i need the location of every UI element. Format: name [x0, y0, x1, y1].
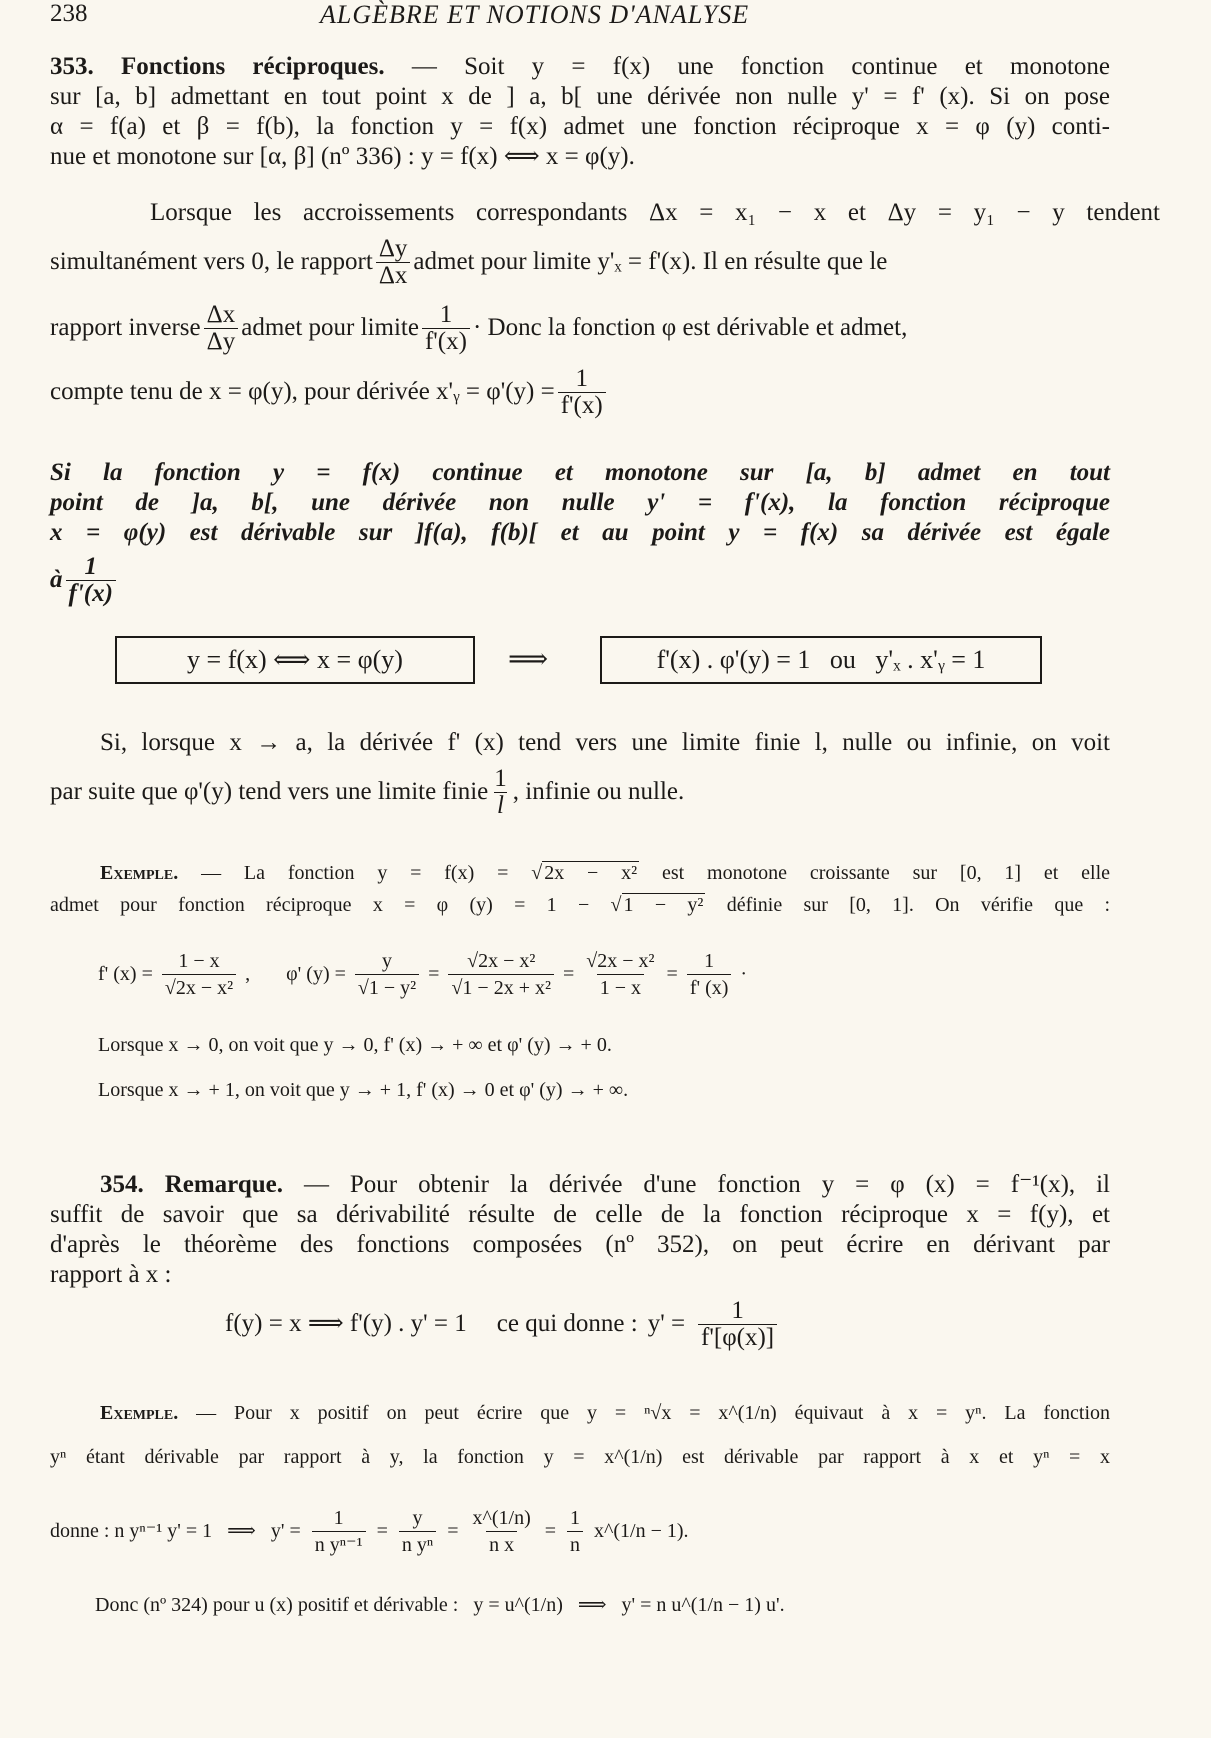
s353-line-3: α = f(a) et β = f(b), la fonction y = f(x) admet une fonction réciproque x = φ (y) conti-: [50, 113, 1110, 140]
example1-derivatives: f' (x) = $\frac{1 - x}{\text{√2x − x²}}$ , φ' (y) = $\frac{y}{\text{√1 − y²}}$ = $\frac{\text{√2x − x²}}{\text{√1 − 2x + x²}}$ = $\frac{\text{√2x − x²}}{1 - x}$ = $\frac{1}{f' (x)}$ ·: [98, 949, 748, 999]
limits-line-2: par suite que φ'(y) tend vers une limite finie $\frac{1}{l}$ , infinie ou nulle.: [50, 764, 685, 819]
s353-line-2: sur [a, b] admettant en tout point x de ] a, b[ une dérivée non nulle y' = f' (x). Si on pose: [50, 83, 1110, 110]
example1-line-2: admet pour fonction réciproque x = φ (y) = 1 − √ 1 − y² définie sur [0, 1]. On vérifie que :: [50, 894, 1111, 916]
example1-limit-2: Lorsque x → + 1, on voit que y → + 1, f' (x) → 0 et φ' (y) → + ∞.: [98, 1079, 629, 1101]
fraction-dx-dy: $\frac{\Delta x}{\Delta y}$: [204, 302, 239, 355]
s353-line-7: rapport inverse $\frac{\Delta x}{\Delta y}$ admet pour limite $\frac{1}{f'(x)}$ · Donc la fonction φ est dérivable et admet,: [50, 300, 908, 355]
s353-line-5: Lorsque les accroissements correspondants Δx = x₁ − x et Δy = y₁ − y tendent: [150, 199, 1160, 226]
s354-line-1: 354. Remarque. — Pour obtenir la dérivée d'une fonction y = φ (x) = f⁻¹(x), il: [100, 1171, 1110, 1198]
fraction-one-over-l: $\frac{1}{l}$: [494, 764, 507, 819]
theorem-line-3: x = φ(y) est dérivable sur ]f(a), f(b)[ et au point y = f(x) sa dérivée est égale: [50, 519, 1110, 546]
s354-line-2: suffit de savoir que sa dérivabilité résulte de celle de la fonction réciproque x = f(y), et: [50, 1201, 1110, 1228]
box-implies-arrow: ⟹: [508, 644, 549, 675]
fraction-one-over-fprime: $\frac{1}{f'(x)}$: [422, 302, 470, 355]
example2-derivation: donne : n yⁿ⁻¹ y' = 1 ⟹ y' = $\frac{1}{\text{n yⁿ⁻¹}}$ = $\frac{y}{\text{n yⁿ}}$ = $\frac{x\^{}(1/n)}{\text{n x}}$ = $\frac{1}{n}$ x^(1/n − 1).: [50, 1506, 689, 1556]
s354-line-4: rapport à x :: [50, 1261, 172, 1288]
limits-line-1: Si, lorsque x → a, la dérivée f' (x) tend vers une limite finie l, nulle ou infinie, on voit: [100, 729, 1110, 756]
fraction-derivative: $\frac{1}{f'(x)}$: [558, 366, 606, 419]
s354-line-3: d'après le théorème des fonctions composées (nº 352), on peut écrire en dérivant par: [50, 1231, 1110, 1258]
example2-label: Exemple.: [100, 1402, 179, 1424]
section-353-heading: 353. Fonctions réciproques.: [50, 53, 385, 80]
example1-line-1: Exemple. — La fonction y = f(x) = √ 2x − x² est monotone croissante sur [0, 1] et elle: [100, 862, 1111, 884]
example1-label: Exemple.: [100, 862, 179, 884]
s353-line-1: 353. Fonctions réciproques. — Soit y = f(x) une fonction continue et monotone: [50, 53, 1110, 80]
theorem-line-4: à $\frac{1}{f'(x)}$: [50, 550, 119, 610]
s353-line-4: nue et monotone sur [α, β] (nº 336) : y = f(x) ⟺ x = φ(y).: [50, 143, 635, 170]
example2-conclusion: Donc (nº 324) pour u (x) positif et dérivable : y = u^(1/n) ⟹ y' = n u^(1/n − 1) u'.: [95, 1594, 785, 1616]
s354-equation: f(y) = x ⟹ f'(y) . y' = 1 ce qui donne : y' = $\frac{1}{f'[\varphi(x)]}$: [225, 1292, 780, 1356]
box-derivative-product: f'(x) . φ'(y) = 1 ou y'ₓ . x'ᵧ = 1: [600, 636, 1042, 684]
page-number: 238: [50, 0, 88, 27]
s353-line-8: compte tenu de x = φ(y), pour dérivée x'ᵧ = φ'(y) = $\frac{1}{f'(x)}$: [50, 362, 609, 422]
box-equivalence: y = f(x) ⟺ x = φ(y): [115, 636, 475, 684]
section-354-heading: 354. Remarque.: [100, 1171, 283, 1198]
example1-limit-1: Lorsque x → 0, on voit que y → 0, f' (x) → + ∞ et φ' (y) → + 0.: [98, 1034, 612, 1056]
running-title: ALGÈBRE ET NOTIONS D'ANALYSE: [320, 0, 750, 29]
example2-line-1: Exemple. — Pour x positif on peut écrire que y = ⁿ√x = x^(1/n) équivaut à x = yⁿ. La fonction: [100, 1402, 1110, 1424]
fraction-dy-dx: $\frac{\Delta y}{\Delta x}$: [376, 236, 411, 289]
theorem-fraction: $\frac{1}{f'(x)}$: [66, 554, 116, 607]
example2-line-2: yⁿ étant dérivable par rapport à y, la fonction y = x^(1/n) est dérivable par rapport à x et yⁿ = x: [50, 1446, 1110, 1468]
theorem-line-1: Si la fonction y = f(x) continue et monotone sur [a, b] admet en tout: [50, 459, 1110, 486]
s353-line-6: simultanément vers 0, le rapport $\frac{\Delta y}{\Delta x}$ admet pour limite y'ₓ = f'(x). Il en résulte que le: [50, 234, 888, 289]
theorem-line-2: point de ]a, b[, une dérivée non nulle y' = f'(x), la fonction réciproque: [50, 489, 1110, 516]
